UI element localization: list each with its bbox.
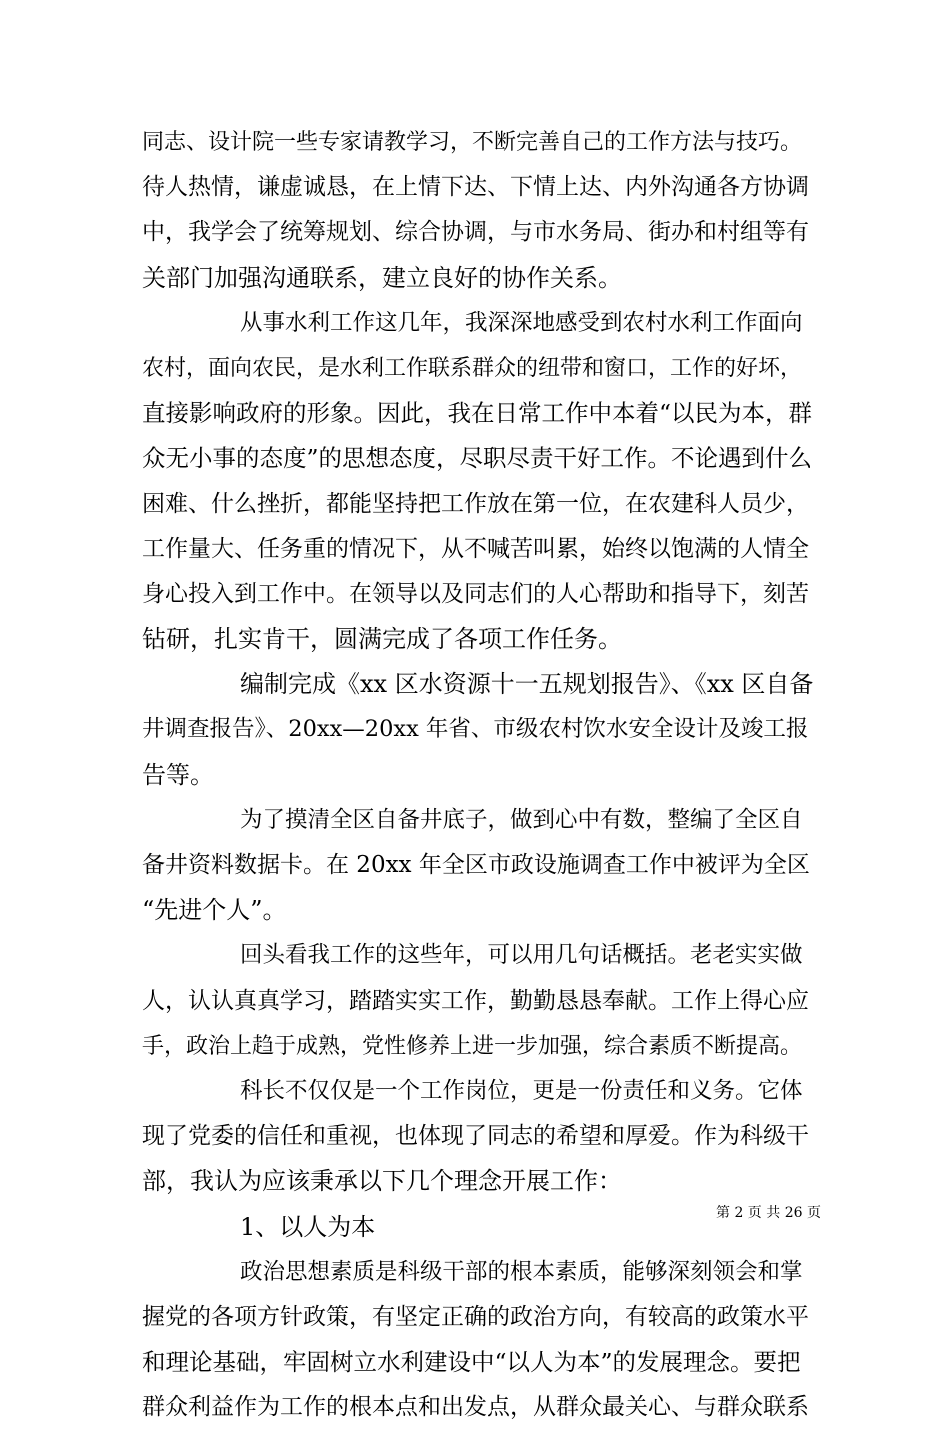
text-line: 待人热情，谦虚诚恳，在上情下达、下情上达、内外沟通各方协调 bbox=[142, 174, 809, 201]
text-line: 农村，面向农民，是水利工作联系群众的纽带和窗口，工作的好坏， bbox=[142, 355, 803, 381]
text-line: 关部门加强沟通联系，建立良好的协作关系。 bbox=[142, 263, 622, 292]
text-line: 部，我认为应该秉承以下几个理念开展工作： bbox=[142, 1167, 622, 1196]
body-text bbox=[142, 120, 814, 1430]
text-line: 编制完成《xx 区水资源十一五规划报告》、《xx 区自备 bbox=[240, 670, 814, 699]
text-line: 直接影响政府的形象。因此，我在日常工作中本着“以民为本，群 bbox=[142, 399, 813, 428]
text-line: 众无小事的态度”的思想态度，尽职尽责干好工作。不论遇到什么 bbox=[142, 444, 813, 473]
text-line: 1、以人为本 bbox=[240, 1212, 376, 1241]
text-line: 群众利益作为工作的根本点和出发点，从群众最关心、与群众联系 bbox=[142, 1394, 809, 1421]
text-line: 钻研，扎实肯干，圆满完成了各项工作任务。 bbox=[142, 625, 622, 654]
text-line: 人，认认真真学习，踏踏实实工作，勤勤恳恳奉献。工作上得心应 bbox=[142, 987, 809, 1014]
text-line: 科长不仅仅是一个工作岗位，更是一份责任和义务。它体 bbox=[240, 1077, 803, 1104]
text-line: 工作量大、任务重的情况下，从不喊苦叫累，始终以饱满的人情全 bbox=[142, 535, 809, 562]
text-line: 井调查报告》、20xx—20xx 年省、市级农村饮水安全设计及竣工报 bbox=[142, 716, 809, 743]
text-line: 从事水利工作这几年，我深深地感受到农村水利工作面向 bbox=[240, 309, 803, 336]
text-line: 手，政治上趋于成熟，党性修养上进一步加强，综合素质不断提高。 bbox=[142, 1033, 803, 1059]
text-line: 为了摸清全区自备井底子，做到心中有数，整编了全区自 bbox=[240, 806, 803, 833]
text-line: 告等。 bbox=[142, 760, 214, 789]
text-line: 握党的各项方针政策，有坚定正确的政治方向，有较高的政策水平 bbox=[142, 1303, 809, 1330]
text-line: 和理论基础，牢固树立水利建设中“以人为本”的发展理念。要把 bbox=[142, 1348, 801, 1377]
text-line: 中，我学会了统筹规划、综合协调，与市水务局、街办和村组等有 bbox=[142, 219, 809, 246]
text-line: 同志、设计院一些专家请教学习，不断完善自己的工作方法与技巧。 bbox=[142, 130, 803, 155]
text-line: 身心投入到工作中。在领导以及同志们的人心帮助和指导下，刻苦 bbox=[142, 580, 809, 607]
text-line: 困难、什么挫折，都能坚持把工作放在第一位，在农建科人员少， bbox=[142, 490, 809, 517]
text-line: 现了党委的信任和重视，也体现了同志的希望和厚爱。作为科级干 bbox=[142, 1123, 809, 1150]
text-line: 回头看我工作的这些年，可以用几句话概括。老老实实做 bbox=[240, 942, 803, 969]
text-line: 备井资料数据卡。在 20xx 年全区市政设施调查工作中被评为全区 bbox=[142, 852, 810, 878]
text-line: “先进个人”。 bbox=[142, 896, 287, 925]
page-number-footer: 第 2 页 共 26 页 bbox=[716, 1205, 821, 1221]
text-line: 政治思想素质是科级干部的根本素质，能够深刻领会和掌 bbox=[240, 1258, 803, 1285]
